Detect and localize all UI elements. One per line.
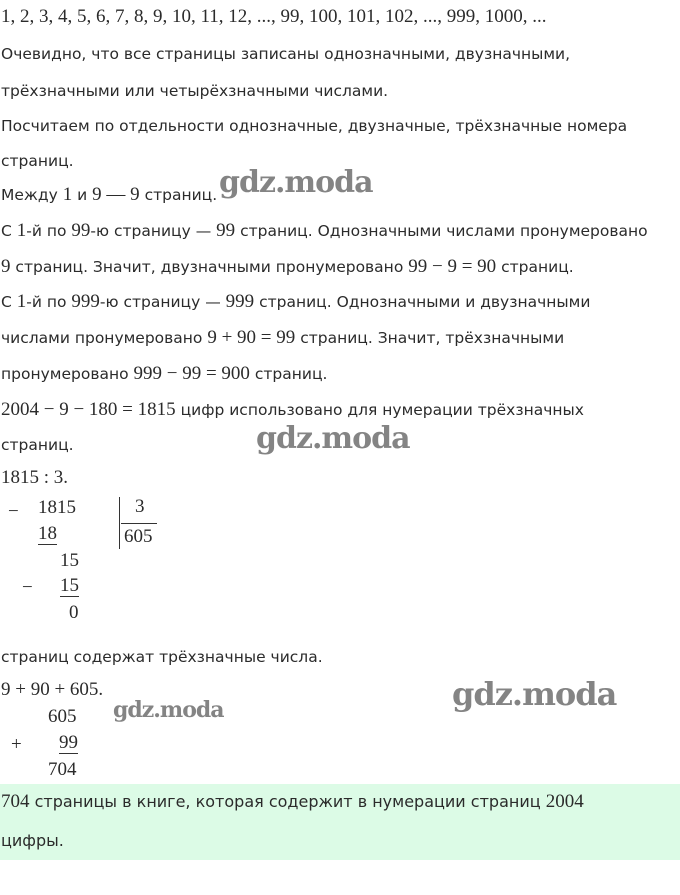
answer-line xyxy=(1,792,584,812)
text-line: трёхзначными или четырёхзначными числами. xyxy=(1,82,389,100)
sum-expression: 9 + 90 + 605. xyxy=(1,679,104,700)
watermark: gdz.moda xyxy=(452,675,617,713)
remainder: 0 xyxy=(69,602,79,623)
math: 2004 − 9 − 180 = 1815 xyxy=(1,399,176,420)
math: 999 − 99 = 900 xyxy=(133,363,250,384)
text: страниц. Значит, двузначными пронумеровано xyxy=(10,258,409,276)
math: 1 xyxy=(16,291,27,312)
text: страниц. xyxy=(496,258,574,276)
text: и xyxy=(72,186,93,204)
text-line xyxy=(1,221,648,241)
text: С xyxy=(1,222,17,240)
dividend: 1815 xyxy=(38,497,76,518)
text: С xyxy=(1,293,17,311)
text-line xyxy=(1,257,574,277)
math: 704 xyxy=(1,791,30,812)
answer-block xyxy=(0,784,680,860)
math: 99 xyxy=(216,220,236,241)
math: 1 xyxy=(62,184,73,205)
text-line xyxy=(1,185,217,205)
text: -й по xyxy=(26,222,72,240)
watermark: gdz.moda xyxy=(219,165,373,200)
text-line xyxy=(1,364,327,384)
math: 9 + 90 = 99 xyxy=(207,327,296,348)
text-line xyxy=(1,400,584,420)
text: -ю страницу — xyxy=(90,222,217,240)
text: цифр использовано для нумерации трёхзначных xyxy=(175,401,584,419)
division-bar xyxy=(119,497,120,549)
watermark: gdz.moda xyxy=(113,697,224,723)
math: 999 xyxy=(71,291,100,312)
text: -й по xyxy=(26,293,72,311)
text: страницы в книге, которая содержит в нумерации страниц xyxy=(29,792,546,811)
division-expression: 1815 : 3. xyxy=(1,467,69,488)
math: 2004 xyxy=(545,791,584,812)
math: 999 xyxy=(225,291,255,312)
text-line xyxy=(1,292,590,312)
math: 1 xyxy=(16,220,27,241)
page-sequence: 1, 2, 3, 4, 5, 6, 7, 8, 9, 10, 11, 12, ..., 99, 100, 101, 102, ..., 999, 1000, ... xyxy=(1,6,547,27)
text-line: Очевидно, что все страницы записаны однозначными, двузначными, xyxy=(1,45,571,63)
answer-line: цифры. xyxy=(1,831,64,850)
divisor: 3 xyxy=(135,496,145,517)
partial-remainder: 15 xyxy=(60,550,79,571)
text: страниц. Однозначными числами пронумеровано xyxy=(235,222,648,240)
addend: 605 xyxy=(48,706,77,727)
plus-sign: + xyxy=(11,734,22,755)
text: страниц. xyxy=(139,186,218,204)
text: страниц. xyxy=(249,365,328,383)
math: 9 — 9 xyxy=(92,184,140,205)
sum: 704 xyxy=(48,759,77,780)
subtrahend: 15 xyxy=(60,575,79,596)
addend: 99 xyxy=(59,732,78,753)
minus-sign: − xyxy=(8,501,19,522)
text-line: страниц. xyxy=(1,436,74,454)
text-line xyxy=(1,328,564,348)
text: числами пронумеровано xyxy=(1,329,208,347)
subtrahend: 18 xyxy=(38,523,57,544)
text: -ю страницу — xyxy=(99,293,226,311)
text-line: страниц. xyxy=(1,152,74,170)
text: страниц. Однозначными и двузначными xyxy=(254,293,591,311)
math: 99 xyxy=(71,220,91,241)
quotient: 605 xyxy=(124,526,153,547)
watermark: gdz.moda xyxy=(256,421,410,456)
text: Между xyxy=(1,186,63,204)
math: 9 xyxy=(1,256,11,277)
quotient-line xyxy=(121,523,157,524)
text-line: страниц содержат трёхзначные числа. xyxy=(1,648,323,666)
text-line: Посчитаем по отдельности однозначные, двузначные, трёхзначные номера xyxy=(1,117,628,135)
text: пронумеровано xyxy=(1,365,134,383)
text: страниц. Значит, трёхзначными xyxy=(295,329,565,347)
minus-sign: − xyxy=(22,577,33,598)
math: 99 − 9 = 90 xyxy=(408,256,497,277)
